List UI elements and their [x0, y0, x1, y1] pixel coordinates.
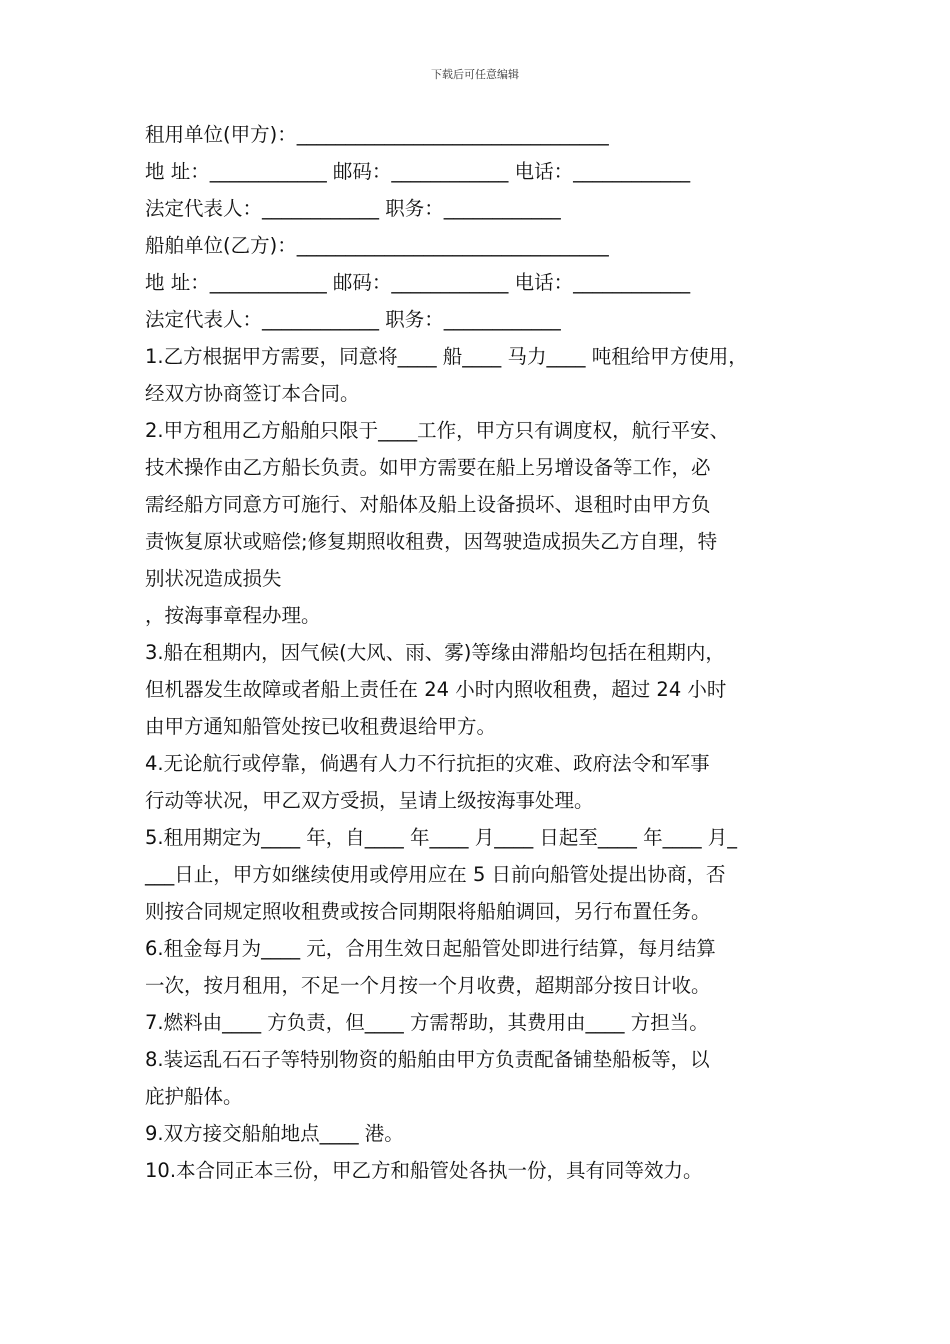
text-line: 技术操作由乙方船长负责。如甲方需要在船上另增设备等工作，必 [145, 456, 711, 479]
text-line: 别状况造成损失 [145, 567, 282, 590]
text-line: 4.无论航行或停靠，倘遇有人力不行抗拒的灾难、政府法令和军事 [145, 752, 710, 775]
text-line: 10.本合同正本三份，甲乙方和船管处各执一份，具有同等效力。 [145, 1159, 703, 1182]
text-line: 2.甲方租用乙方船舶只限于____工作，甲方只有调度权，航行平安、 [145, 419, 730, 442]
text-line: 庇护船体。 [145, 1085, 243, 1108]
text-line: 地 址：____________ 邮码：____________ 电话：____________ [145, 271, 691, 294]
text-line: 地 址：____________ 邮码：____________ 电话：____________ [145, 160, 691, 183]
text-line: 法定代表人：____________ 职务：____________ [145, 197, 561, 220]
text-line: 责恢复原状或赔偿;修复期照收租费，因驾驶造成损失乙方自理，特 [145, 530, 718, 553]
text-line: 但机器发生故障或者船上责任在 24 小时内照收租费，超过 24 小时 [145, 678, 727, 701]
text-line: ___日止，甲方如继续使用或停用应在 5 日前向船管处提出协商，否 [145, 863, 726, 886]
text-line: 法定代表人：____________ 职务：____________ [145, 308, 561, 331]
text-line: 3.船在租期内，因气候(大风、雨、雾)等缘由滞船均包括在租期内， [145, 641, 725, 664]
text-line: 一次，按月租用，不足一个月按一个月收费，超期部分按日计收。 [145, 974, 711, 997]
text-line: 经双方协商签订本合同。 [145, 382, 360, 405]
text-line: 则按合同规定照收租费或按合同期限将船舶调回，另行布置任务。 [145, 900, 711, 923]
text-line: 船舶单位(乙方)：________________________________ [145, 234, 609, 257]
text-line: ，按海事章程办理。 [145, 604, 321, 627]
page-header: 下载后可任意编辑 [431, 68, 519, 81]
text-line: 5.租用期定为____ 年，自____ 年____ 月____ 日起至____ 年____ 月_ [145, 826, 738, 849]
text-line: 行动等状况，甲乙双方受损，呈请上级按海事处理。 [145, 789, 594, 812]
text-line: 7.燃料由____ 方负责，但____ 方需帮助，其费用由____ 方担当。 [145, 1011, 709, 1034]
text-line: 需经船方同意方可施行、对船体及船上设备损坏、退租时由甲方负 [145, 493, 711, 516]
text-line: 9.双方接交船舶地点____ 港。 [145, 1122, 404, 1145]
text-line: 6.租金每月为____ 元，合用生效日起船管处即进行结算，每月结算 [145, 937, 716, 960]
contract-body [145, 116, 825, 1189]
text-line: 由甲方通知船管处按已收租费退给甲方。 [145, 715, 497, 738]
text-line: 1.乙方根据甲方需要，同意将____ 船____ 马力____ 吨租给甲方使用， [145, 345, 748, 368]
text-line: 8.装运乱石石子等特别物资的船舶由甲方负责配备铺垫船板等，以 [145, 1048, 710, 1071]
text-line: 租用单位(甲方)：________________________________ [145, 123, 609, 146]
